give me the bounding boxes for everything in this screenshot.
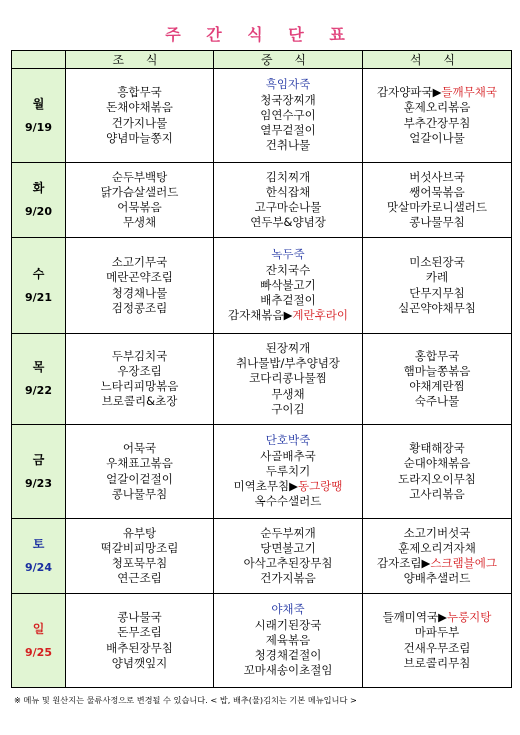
breakfast-cell <box>66 334 214 425</box>
menu-item-text: 연근조림 <box>117 571 162 586</box>
lunch-cell <box>214 334 363 425</box>
menu-item <box>363 472 511 487</box>
day-row <box>12 69 512 163</box>
menu-item-text: 아삭고추된장무침 <box>243 556 333 570</box>
menu-item <box>66 349 213 364</box>
menu-item <box>66 556 213 571</box>
menu-item-text: 청포묵무침 <box>111 556 168 570</box>
menu-item-text: 감자채볶음▶ <box>228 308 293 323</box>
weekly-menu-table <box>11 50 512 688</box>
menu-item <box>66 641 213 656</box>
menu-item <box>363 301 511 316</box>
menu-item-text: 단호박죽 <box>265 433 311 448</box>
menu-item <box>66 541 213 556</box>
menu-item-text: 순대야채볶음 <box>403 456 471 471</box>
menu-item <box>66 526 213 541</box>
menu-item <box>214 479 362 494</box>
menu-item-text: 감자양파국▶ <box>377 85 442 100</box>
menu-item-text: 어묵국 <box>122 441 157 456</box>
menu-item <box>214 138 362 153</box>
menu-item-text: 무생채 <box>271 386 305 401</box>
menu-item-text: 무생채 <box>122 215 157 230</box>
menu-item <box>66 456 213 471</box>
menu-item <box>214 263 362 278</box>
menu-item <box>214 215 362 230</box>
day-name: 목 <box>32 360 45 374</box>
menu-item-text: 흥합무국 <box>117 85 162 100</box>
menu-item-text: 들깨미역국▶ <box>382 610 447 625</box>
day-row <box>12 238 512 334</box>
menu-item <box>363 131 511 146</box>
menu-item <box>214 494 362 509</box>
menu-item-text: 얼갈이나물 <box>409 130 465 145</box>
menu-item-text: 순두부찌개 <box>260 525 316 540</box>
menu-item <box>214 93 362 108</box>
menu-item <box>214 571 362 586</box>
header-breakfast: 조 식 <box>66 51 214 69</box>
day-date: 9/19 <box>25 120 52 134</box>
menu-item-text: 단무지무침 <box>409 285 465 300</box>
menu-item <box>66 487 213 502</box>
menu-item <box>66 394 213 409</box>
menu-item-text: 구이김 <box>271 401 305 416</box>
menu-item-alternate: 누룽지탕 <box>446 610 492 625</box>
menu-item <box>214 77 362 92</box>
menu-item-text: 배추겉절이 <box>260 293 316 308</box>
menu-item-text: 꼬마새송이초절임 <box>243 663 333 678</box>
menu-item <box>214 556 362 571</box>
menu-item-text: 미소된장국 <box>409 255 465 270</box>
menu-item-text: 브로콜리무침 <box>403 655 471 670</box>
menu-item <box>66 116 213 131</box>
day-cell <box>12 334 66 425</box>
dinner-cell <box>363 594 512 688</box>
menu-item-text: 연두부&양념장 <box>250 215 326 230</box>
lunch-cell <box>214 425 363 519</box>
menu-item <box>363 215 511 230</box>
breakfast-cell <box>66 238 214 334</box>
lunch-cell <box>214 69 363 163</box>
menu-item <box>214 170 362 185</box>
menu-item <box>66 255 213 270</box>
menu-item-text: 건새우무조림 <box>403 640 471 655</box>
menu-item <box>363 610 511 625</box>
menu-item-text: 야채계란찜 <box>409 379 465 393</box>
menu-item-text: 우채표고볶음 <box>106 456 173 471</box>
menu-item-text: 돈무조림 <box>117 625 162 640</box>
menu-item-text: 흑임자죽 <box>265 77 311 92</box>
menu-item-text: 마파두부 <box>414 625 460 640</box>
menu-item <box>214 663 362 678</box>
menu-item <box>363 255 511 270</box>
breakfast-cell <box>66 69 214 163</box>
menu-item <box>214 541 362 556</box>
menu-item-text: 열무겉절이 <box>260 123 316 138</box>
menu-item <box>214 308 362 323</box>
menu-item <box>214 633 362 648</box>
menu-item-text: 청경채겉절이 <box>254 648 322 663</box>
menu-item-text: 훈제오리겨자채 <box>398 540 476 555</box>
breakfast-cell <box>66 163 214 238</box>
dinner-cell <box>363 425 512 519</box>
menu-item-text: 건가지볶음 <box>260 571 316 586</box>
menu-item <box>214 185 362 200</box>
menu-item-text: 건가지나물 <box>111 115 168 130</box>
menu-item <box>363 85 511 100</box>
dinner-cell <box>363 238 512 334</box>
menu-item-text: 돈채야채볶음 <box>106 100 173 115</box>
menu-item <box>214 464 362 479</box>
menu-item-text: 쌩어묵볶음 <box>409 184 465 199</box>
day-date: 9/23 <box>25 476 52 490</box>
menu-item <box>214 402 362 417</box>
menu-item-text: 빠삭불고기 <box>260 277 316 292</box>
menu-item <box>214 433 362 448</box>
menu-item-text: 당면불고기 <box>260 540 316 555</box>
day-row <box>12 594 512 688</box>
menu-item-alternate: 동그랑땡 <box>297 479 343 494</box>
menu-item <box>214 341 362 356</box>
menu-item <box>66 185 213 200</box>
day-date: 9/25 <box>25 645 52 659</box>
dinner-cell <box>363 334 512 425</box>
menu-item <box>363 456 511 471</box>
menu-item-text: 두부김치국 <box>111 348 168 363</box>
menu-item <box>363 487 511 502</box>
menu-item <box>363 364 511 379</box>
menu-item <box>363 185 511 200</box>
menu-item-text: 도라지오이무침 <box>398 471 476 486</box>
breakfast-cell <box>66 519 214 594</box>
menu-item-text: 어묵볶음 <box>117 200 162 214</box>
menu-item-text: 미역초무침▶ <box>233 479 298 494</box>
menu-item <box>363 349 511 364</box>
menu-item-text: 카레 <box>425 270 449 285</box>
menu-item <box>214 293 362 308</box>
day-name: 토 <box>32 537 45 551</box>
corner-cell <box>12 51 66 69</box>
day-row <box>12 519 512 594</box>
breakfast-cell <box>66 594 214 688</box>
menu-body <box>12 69 512 688</box>
menu-item-text: 버섯사브국 <box>409 169 465 184</box>
menu-item <box>66 364 213 379</box>
menu-item <box>363 556 511 571</box>
day-row <box>12 334 512 425</box>
menu-item <box>66 200 213 215</box>
day-cell <box>12 425 66 519</box>
menu-item-text: 양념깻잎지 <box>111 655 168 670</box>
menu-item <box>66 610 213 625</box>
menu-item-text: 청국장찌개 <box>260 92 316 107</box>
day-row <box>12 163 512 238</box>
menu-item-text: 사골배추국 <box>260 448 316 463</box>
menu-item-text: 김치찌개 <box>265 169 311 184</box>
menu-item <box>363 200 511 215</box>
menu-item <box>363 541 511 556</box>
menu-item-text: 고사리볶음 <box>409 486 465 501</box>
menu-item <box>66 441 213 456</box>
menu-item-text: 시래기된장국 <box>254 617 322 632</box>
day-date: 9/24 <box>25 561 52 574</box>
menu-item-text: 양배추샐러드 <box>403 571 471 586</box>
menu-item <box>363 656 511 671</box>
menu-item <box>214 648 362 663</box>
day-date: 9/20 <box>25 205 52 218</box>
menu-item <box>214 526 362 541</box>
menu-item-text: 순두부백탕 <box>111 169 168 184</box>
menu-item-text: 감자조림▶ <box>377 556 431 570</box>
menu-item <box>66 656 213 671</box>
day-name: 일 <box>32 621 45 636</box>
footer-note: ※ 메뉴 및 원산지는 물류사정으로 변경될 수 있습니다. < 밥, 배추(물)김치는 기본 메뉴입니다 > <box>14 695 357 705</box>
menu-item <box>363 270 511 285</box>
menu-item-text: 부추간장무침 <box>403 115 471 130</box>
menu-item-text: 잔치국수 <box>265 262 311 277</box>
lunch-cell <box>214 594 363 688</box>
menu-item <box>66 131 213 146</box>
day-date: 9/22 <box>25 384 52 397</box>
day-name: 월 <box>32 96 45 111</box>
day-name: 금 <box>32 452 45 467</box>
menu-item-text: 숙주나물 <box>414 394 460 409</box>
menu-item <box>66 170 213 185</box>
menu-item <box>66 571 213 586</box>
menu-item <box>66 379 213 394</box>
menu-item <box>363 625 511 640</box>
menu-item-text: 제육볶음 <box>265 632 311 647</box>
menu-item-text: 양념마늘쫑지 <box>106 130 173 145</box>
menu-item-text: 홍합무국 <box>414 348 460 363</box>
menu-item-text: 야채죽 <box>271 602 305 617</box>
day-cell <box>12 519 66 594</box>
menu-item <box>363 394 511 409</box>
menu-item-text: 닭가슴살샐러드 <box>100 184 179 199</box>
menu-item <box>66 625 213 640</box>
menu-item <box>66 286 213 301</box>
menu-item <box>214 247 362 262</box>
menu-item-text: 브로콜리&초장 <box>101 394 178 409</box>
menu-item <box>214 387 362 402</box>
menu-item-text: 떡갈비피망조림 <box>100 540 179 555</box>
header-lunch: 중 식 <box>214 51 363 69</box>
menu-item <box>66 301 213 316</box>
dinner-cell <box>363 69 512 163</box>
menu-item <box>363 170 511 185</box>
menu-item-text: 검정콩조림 <box>111 300 168 315</box>
menu-item <box>363 286 511 301</box>
menu-item-text: 취나물밥/부추양념장 <box>236 356 340 371</box>
menu-item <box>363 379 511 394</box>
menu-item <box>214 108 362 123</box>
menu-item-alternate: 계란후라이 <box>292 308 348 323</box>
menu-item-text: 된장찌개 <box>265 340 311 355</box>
menu-item <box>363 526 511 541</box>
menu-item-text: 임연수구이 <box>260 107 316 122</box>
menu-item <box>66 85 213 100</box>
dinner-cell <box>363 163 512 238</box>
menu-item-alternate: 스크램블에그 <box>430 556 497 570</box>
menu-item-text: 한식잡채 <box>265 184 311 199</box>
menu-item-text: 훈제오리볶음 <box>403 100 471 115</box>
day-name: 화 <box>32 181 45 195</box>
menu-item <box>66 472 213 487</box>
menu-item <box>66 270 213 285</box>
menu-item-text: 실곤약야채무침 <box>398 300 476 315</box>
menu-item <box>214 449 362 464</box>
menu-item-text: 소고기버섯국 <box>403 525 471 540</box>
menu-item-text: 소고기무국 <box>111 255 168 270</box>
menu-item-text: 두루치기 <box>265 463 311 478</box>
breakfast-cell <box>66 425 214 519</box>
menu-item-text: 콩나물무침 <box>111 486 168 501</box>
lunch-cell <box>214 519 363 594</box>
menu-item <box>214 618 362 633</box>
menu-item <box>214 371 362 386</box>
menu-item-text: 옥수수샐러드 <box>254 494 322 509</box>
day-row <box>12 425 512 519</box>
menu-item <box>66 100 213 115</box>
menu-item-text: 황태해장국 <box>409 441 465 456</box>
menu-item <box>214 123 362 138</box>
header-row <box>12 51 512 69</box>
dinner-cell <box>363 519 512 594</box>
day-cell <box>12 163 66 238</box>
day-date: 9/21 <box>25 290 52 304</box>
menu-item-text: 햄마늘쫑볶음 <box>403 363 471 378</box>
menu-item-text: 우장조림 <box>117 363 162 378</box>
menu-item-text: 코다리콩나물찜 <box>249 371 327 386</box>
menu-item-text: 녹두죽 <box>271 247 305 262</box>
header-dinner: 석 식 <box>363 51 512 69</box>
menu-item-text: 느타리피망볶음 <box>100 379 179 393</box>
menu-item-text: 메란곤약조림 <box>106 270 173 285</box>
menu-item-text: 얼갈이겉절이 <box>106 471 173 486</box>
menu-item <box>363 641 511 656</box>
menu-item <box>214 278 362 293</box>
menu-item <box>363 441 511 456</box>
lunch-cell <box>214 163 363 238</box>
menu-item <box>214 602 362 617</box>
menu-item <box>363 100 511 115</box>
menu-item-text: 콩나물무침 <box>409 215 465 230</box>
menu-item-text: 고구마순나물 <box>254 200 322 214</box>
lunch-cell <box>214 238 363 334</box>
menu-item-text: 맛살마카로니샐러드 <box>387 200 487 214</box>
menu-item <box>214 356 362 371</box>
menu-item-text: 건취나물 <box>265 138 311 153</box>
day-cell <box>12 594 66 688</box>
menu-item <box>363 116 511 131</box>
menu-item-text: 콩나물국 <box>117 610 162 625</box>
day-cell <box>12 238 66 334</box>
day-cell <box>12 69 66 163</box>
menu-item <box>66 215 213 230</box>
page-title: 주 간 식 단 표 <box>165 25 355 44</box>
menu-item-text: 청경채나물 <box>111 285 168 300</box>
menu-item-text: 배추된장무침 <box>106 640 173 655</box>
menu-item <box>214 200 362 215</box>
menu-item <box>363 571 511 586</box>
menu-item-alternate: 들깨무채국 <box>441 85 497 100</box>
menu-item-text: 유부탕 <box>122 525 157 540</box>
day-name: 수 <box>32 266 45 281</box>
